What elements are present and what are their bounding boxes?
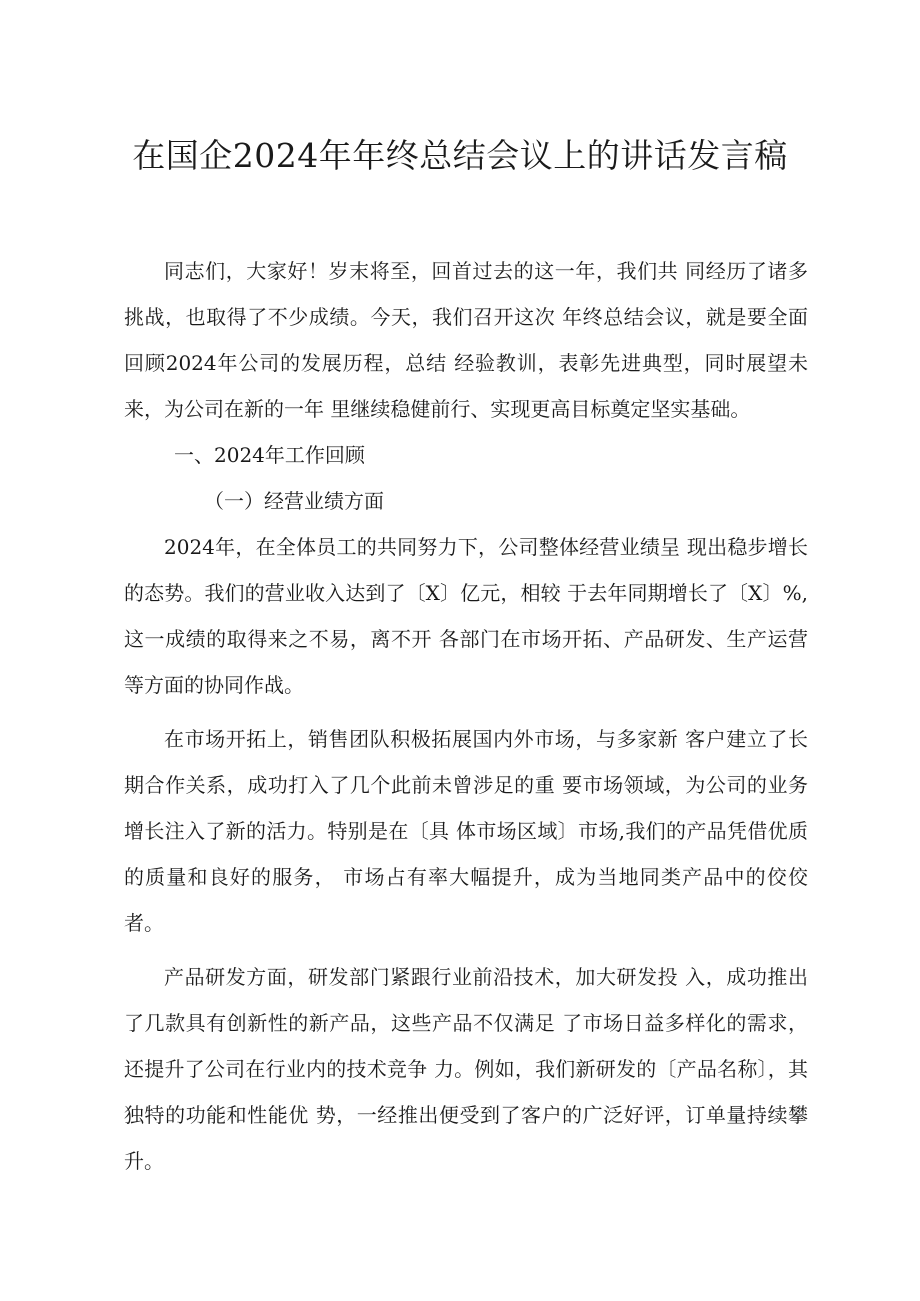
document-body xyxy=(124,248,808,1184)
body-paragraph: 产品研发方面，研发部门紧跟行业前沿技术，加大研发投 入，成功推出了几款具有创新性的新产品，这些产品不仅满足 了市场日益多样化的需求，还提升了公司在行业内的技术竞争 力。例如，我们新研发的〔产品名称〕，其独特的功能和性能优 势，一经推出便受到了客户的广泛好评，订单量持续攀升。 xyxy=(124,965,808,1173)
section-heading: 一、2024年工作回顾 xyxy=(174,443,365,467)
body-paragraph: 在市场开拓上，销售团队积极拓展国内外市场，与多家新 客户建立了长期合作关系，成功打入了几个此前未曾涉足的重 要市场领域，为公司的业务增长注入了新的活力。特别是在〔具 体市场区域〕市场,我们的产品凭借优质的质量和良好的服务， 市场占有率大幅提升，成为当地同类产品中的佼佼者。 xyxy=(124,727,808,935)
opening-paragraph: 同志们，大家好！岁末将至，回首过去的这一年，我们共 同经历了诸多挑战，也取得了不少成绩。今天，我们召开这次 年终总结会议，就是要全面回顾2024年公司的发展历程，总结 经验教训，表彰先进典型，同时展望未来，为公司在新的一年 里继续稳健前行、实现更高目标奠定坚实基础。 xyxy=(124,259,808,421)
body-paragraph: 2024年，在全体员工的共同努力下，公司整体经营业绩呈 现出稳步增长的态势。我们的营业收入达到了〔X〕亿元，相较 于去年同期增长了〔X〕%,这一成绩的取得来之不易，离不开 各部门在市场开拓、产品研发、生产运营等方面的协同作战。 xyxy=(124,535,808,697)
document-title: 在国企2024年年终总结会议上的讲话发言稿 xyxy=(132,136,788,175)
subsection-heading: （一）经营业绩方面 xyxy=(204,489,384,513)
